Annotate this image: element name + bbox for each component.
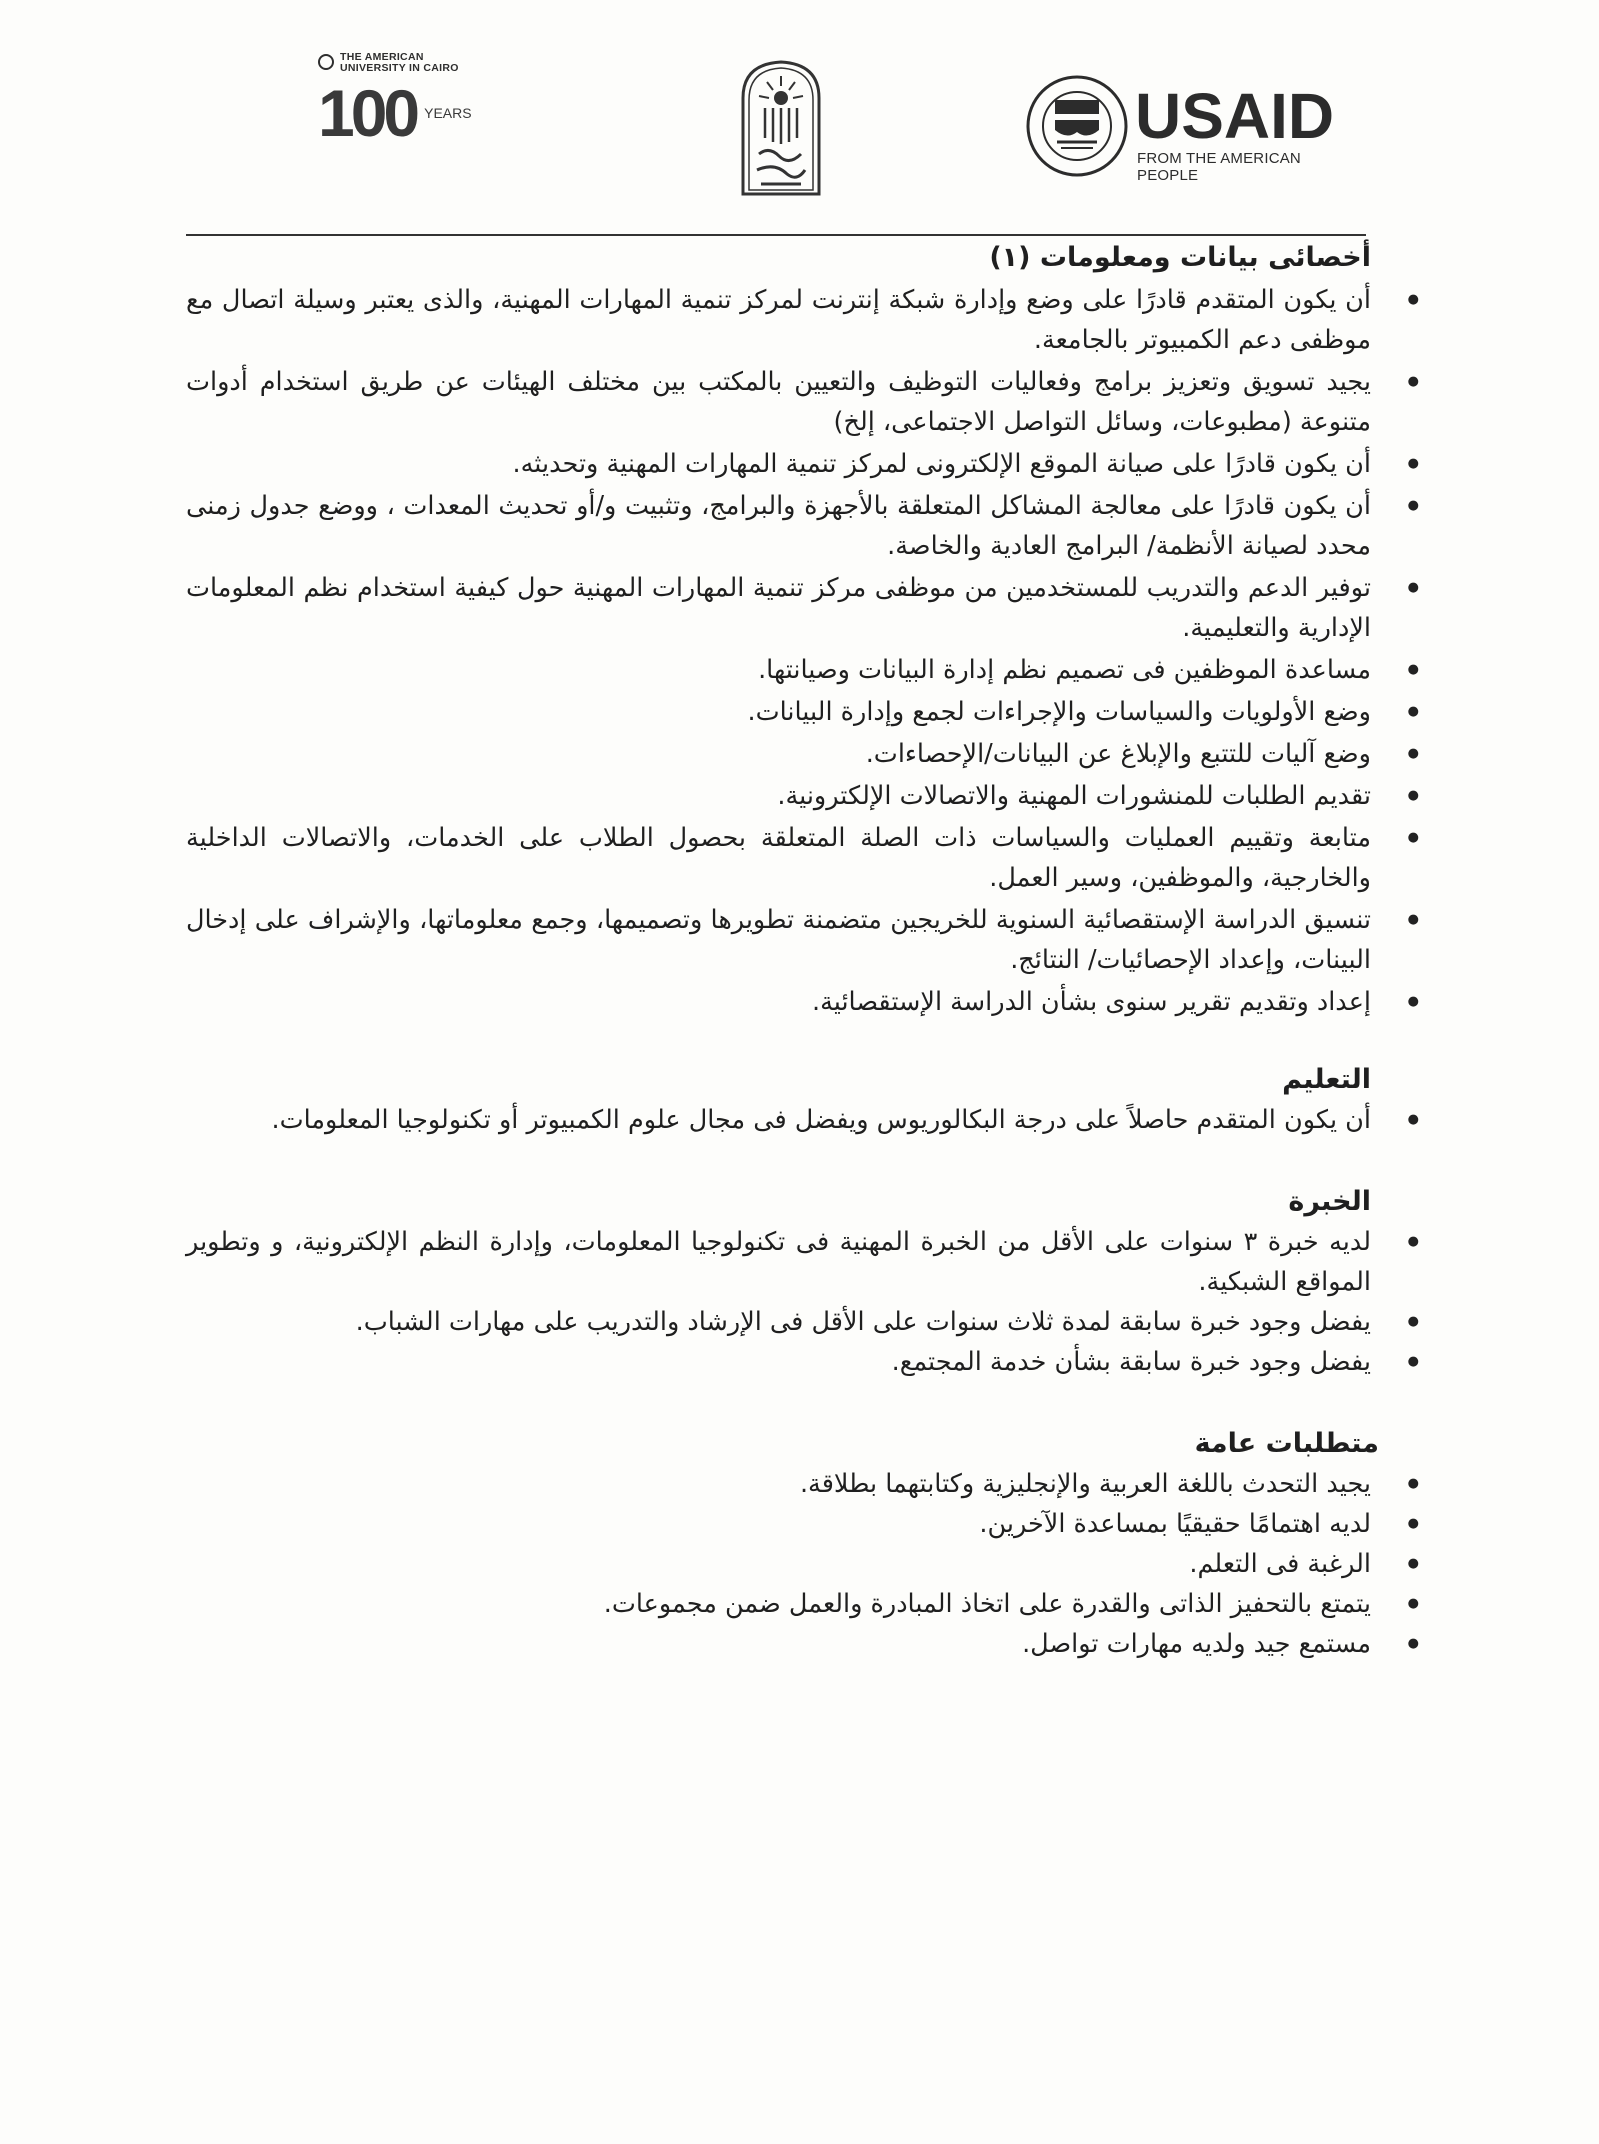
auc-100-number: 100	[318, 76, 417, 150]
list-item: ● متابعة وتقييم العمليات والسياسات ذات الصلة المتعلقة بحصول الطلاب على الخدمات، والاتصالات الداخلية والخارجية، والموظفين، وسير العمل.	[186, 818, 1371, 898]
usaid-tagline: FROM THE AMERICAN PEOPLE	[1137, 150, 1301, 184]
duties-list	[186, 280, 1371, 1022]
assiut-emblem-icon	[735, 58, 827, 198]
usaid-seal-icon	[1025, 74, 1129, 178]
page-title: أخصائى بيانات ومعلومات (١)	[989, 242, 1371, 273]
list-item: ● يفضل وجود خبرة سابقة بشأن خدمة المجتمع.	[186, 1342, 1371, 1382]
list-item: ● أن يكون قادرًا على معالجة المشاكل المتعلقة بالأجهزة والبرامج، وتثبيت و/أو تحديث المعدات ، ووضع جدول زمنى محدد لصيانة الأنظمة/ البرامج العادية والخاصة.	[186, 486, 1371, 566]
list-item: ● تقديم الطلبات للمنشورات المهنية والاتصالات الإلكترونية.	[186, 776, 1371, 816]
list-item: ● أن يكون المتقدم حاصلاً على درجة البكالوريوس ويفضل فى مجال علوم الكمبيوتر أو تكنولوجيا المعلومات.	[186, 1100, 1371, 1140]
list-item: ● يفضل وجود خبرة سابقة لمدة ثلاث سنوات على الأقل فى الإرشاد والتدريب على مهارات الشباب.	[186, 1302, 1371, 1342]
auc-name-line1: THE AMERICAN	[340, 51, 424, 63]
experience-heading: الخبرة	[1288, 1186, 1371, 1217]
education-list	[186, 1100, 1371, 1140]
list-item: ● أن يكون قادرًا على صيانة الموقع الإلكترونى لمركز تنمية المهارات المهنية وتحديثه.	[186, 444, 1371, 484]
list-item: ● وضع الأولويات والسياسات والإجراءات لجمع وإدارة البيانات.	[186, 692, 1371, 732]
list-item: ● مستمع جيد ولديه مهارات تواصل.	[186, 1624, 1371, 1664]
general-requirements-list	[186, 1464, 1371, 1664]
general-requirements-heading: متطلبات عامة	[1194, 1428, 1379, 1459]
list-item: ● وضع آليات للتتبع والإبلاغ عن البيانات/الإحصاءات.	[186, 734, 1371, 774]
list-item: ● أن يكون المتقدم قادرًا على وضع وإدارة شبكة إنترنت لمركز تنمية المهارات المهنية، والذى يعتبر وسيلة اتصال مع موظفى دعم الكمبيوتر بالجامعة.	[186, 280, 1371, 360]
list-item: ● مساعدة الموظفين فى تصميم نظم إدارة البيانات وصيانتها.	[186, 650, 1371, 690]
education-heading: التعليم	[1282, 1064, 1371, 1095]
auc-seal-icon	[318, 54, 334, 70]
list-item: ● الرغبة فى التعلم.	[186, 1544, 1371, 1584]
auc-100-years-logo	[318, 52, 518, 162]
list-item: ● يجيد التحدث باللغة العربية والإنجليزية وكتابتهما بطلاقة.	[186, 1464, 1371, 1504]
usaid-wordmark: USAID	[1135, 80, 1335, 152]
list-item: ● يجيد تسويق وتعزيز برامج وفعاليات التوظيف والتعيين بالمكتب بين مختلف الهيئات عن طريق استخدام أدوات متنوعة (مطبوعات، وسائل التواصل الاجتماعى، إلخ)	[186, 362, 1371, 442]
auc-years-label: YEARS	[424, 105, 472, 121]
auc-name-line2: UNIVERSITY IN CAIRO	[340, 62, 459, 74]
assiut-university-emblem	[735, 58, 827, 198]
list-item: ● لديه اهتمامًا حقيقيًا بمساعدة الآخرين.	[186, 1504, 1371, 1544]
usaid-logo	[1025, 74, 1365, 184]
list-item: ● تنسيق الدراسة الإستقصائية السنوية للخريجين متضمنة تطويرها وتصميمها، وجمع معلوماتها، والإشراف على إدخال البينات، وإعداد الإحصائيات/ النتائج.	[186, 900, 1371, 980]
list-item: ● إعداد وتقديم تقرير سنوى بشأن الدراسة الإستقصائية.	[186, 982, 1371, 1022]
list-item: ● توفير الدعم والتدريب للمستخدمين من موظفى مركز تنمية المهارات المهنية حول كيفية استخدام نظم المعلومات الإدارية والتعليمية.	[186, 568, 1371, 648]
list-item: ● لديه خبرة ٣ سنوات على الأقل من الخبرة المهنية فى تكنولوجيا المعلومات، وإدارة النظم الإلكترونية، و وتطوير المواقع الشبكية.	[186, 1222, 1371, 1302]
list-item: ● يتمتع بالتحفيز الذاتى والقدرة على اتخاذ المبادرة والعمل ضمن مجموعات.	[186, 1584, 1371, 1624]
experience-list	[186, 1222, 1371, 1382]
job-description	[186, 236, 1379, 1664]
